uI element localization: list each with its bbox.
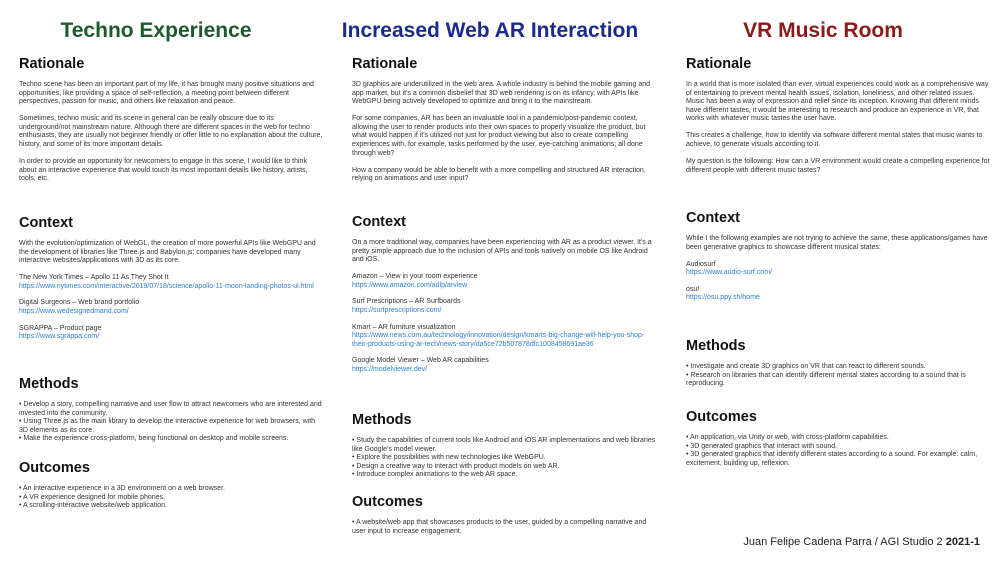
reference-name: Surf Prescriptions – AR Surfboards bbox=[352, 298, 461, 306]
bullet-list bbox=[19, 485, 325, 511]
outcomes-section bbox=[686, 409, 992, 468]
reference-item bbox=[19, 274, 325, 291]
context-section bbox=[686, 210, 992, 311]
section-heading: Methods bbox=[686, 338, 746, 354]
bullet-list bbox=[352, 437, 658, 480]
section-heading: Methods bbox=[352, 412, 412, 428]
paragraph: While I the following examples are not trying to achieve the same, these applications/games have been generative graphics to showcase different musical states: bbox=[686, 235, 988, 251]
column-title: Increased Web AR Interaction bbox=[341, 19, 639, 42]
rationale-section bbox=[686, 56, 992, 184]
reference-link[interactable]: https://surfprescriptions.com/ bbox=[352, 307, 442, 315]
outcomes-section bbox=[19, 460, 325, 511]
reference-name: Audiosurf bbox=[686, 260, 716, 268]
paragraph: Sometimes, techno music and its scene in general can be really obscure due to its underground/not mainstream nature. Although there are different spaces in the web for techno enthusiasts, they are usually not beginner friendly or offer little to no explanation about the culture, history, and some of its more important details. bbox=[19, 115, 323, 149]
section-heading: Outcomes bbox=[686, 409, 757, 425]
paragraph: Techno scene has been an important part of my life, it has brought many positive situations and opportunities, like providing a space of self-reflection, a meeting point between different perspectives, passion for music, and others like relaxation and peace. bbox=[19, 81, 314, 106]
section-heading: Rationale bbox=[686, 56, 752, 72]
section-heading: Outcomes bbox=[352, 494, 423, 510]
methods-section bbox=[19, 376, 325, 444]
section-heading: Outcomes bbox=[19, 460, 90, 476]
reference-link[interactable]: https://www.amazon.com/adlp/arview bbox=[352, 281, 468, 289]
list-item: • An application, via Unity or web, with cross-platform capabilities. bbox=[686, 434, 889, 441]
reference-link[interactable]: https://osu.ppy.sh/home bbox=[686, 294, 760, 302]
reference-link[interactable]: https://www.nytimes.com/interactive/2019/07/18/science/apollo-11-moon-landing-photos-ul.html bbox=[19, 282, 314, 290]
reference-link[interactable]: https://www.sgrappa.com/ bbox=[19, 333, 100, 341]
list-item: • Design a creative way to interact with product models on web AR. bbox=[352, 462, 560, 470]
reference-link[interactable]: https://www.news.com.au/technology/innovation/design/kmarts-big-change-will-help-you-shop-their-products-using-ar-tech/news-story/da5ce72b507878dfc1008458691ae36 bbox=[352, 332, 645, 348]
section-heading: Context bbox=[686, 210, 740, 226]
list-item: • A VR experience designed for mobile phones. bbox=[19, 493, 166, 501]
list-item: • Introduce complex animations to the web AR space. bbox=[352, 471, 518, 479]
rationale-section bbox=[352, 56, 658, 192]
section-heading: Rationale bbox=[352, 56, 418, 72]
reference-item bbox=[19, 299, 325, 316]
list-item: • A website/web app that showcases products to the user, guided by a compelling narrative and user input to increase engagement. bbox=[352, 519, 647, 535]
reference-link[interactable]: https://www.audio-surf.com/ bbox=[686, 269, 772, 277]
section-heading: Context bbox=[352, 214, 406, 230]
reference-item bbox=[352, 298, 658, 315]
bullet-list bbox=[686, 434, 992, 468]
paragraph: For some companies, AR has been an invaluable tool in a pandemic/post-pandemic context, allowing the user to render products into their own spaces to properly visualize the product, but what would happen if it's utilized not just for product viewing but also to create compelling experiences with, for example, tasks performed by the user, eye-catching animations; all done through web? bbox=[352, 115, 646, 157]
paragraph: My question is the following: How can a VR environment would create a compelling experience for different people with different music tastes? bbox=[686, 158, 990, 174]
list-item: • Research on libraries that can identify different mental states according to a sound that is reproducing. bbox=[686, 371, 966, 388]
paragraph: In a world that is more isolated than ever, virtual experiences could work as a comprehensive way of entertaining to prevent mental health issues, isolation, loneliness, and other related issues. Music has been a way of expression and relief since its inception. Knowing that different minds have different tastes, it would be interesting to research and produce an experience in VR, that works with whatever music tastes the user have. bbox=[686, 81, 989, 123]
bullet-list bbox=[352, 519, 658, 536]
column-title: VR Music Room bbox=[743, 19, 903, 42]
list-item: • 3D generated graphics that identify different states according to a sound. For example: calm, excitement, building up, reflexion. bbox=[686, 451, 978, 467]
list-item: • Explore the possibilities with new technologies like WebGPU. bbox=[352, 454, 546, 462]
footer-author: Juan Felipe Cadena Parra / AGI Studio 2 bbox=[743, 536, 943, 548]
reference-item bbox=[352, 357, 658, 374]
section-heading: Rationale bbox=[19, 56, 85, 72]
methods-section bbox=[352, 412, 658, 480]
section-heading: Context bbox=[19, 215, 73, 231]
footer-year: 2021-1 bbox=[945, 536, 980, 548]
reference-name: SGRAPPA – Product page bbox=[19, 324, 102, 332]
footer-credit bbox=[743, 536, 980, 548]
reference-name: Digital Surgeons – Web brand portfolio bbox=[19, 299, 140, 307]
list-item: • Study the capabilities of current tools like Android and iOS AR implementations and web libraries like Google's model viewer. bbox=[352, 437, 656, 453]
rationale-section bbox=[19, 56, 325, 192]
reference-item bbox=[19, 325, 325, 342]
list-item: • A scrolling-interactive website/web application. bbox=[19, 502, 167, 510]
paragraph: With the evolution/optimization of WebGL, the creation of more powerful APIs like WebGPU and the development of libraries like Three.js and Babylon.js; companies have developed many interactive websites/applications with 3D as its core. bbox=[19, 240, 316, 265]
list-item: • 3D generated graphics that interact with sound. bbox=[686, 442, 838, 450]
paragraph: 3D graphics are underutilized in the web area. A whole industry is behind the mobile gaming and app market, but it's a common disbelief that 3D web rendering is on its infancy, with APIs like WebGPU being actively developed to optimize and bring it to the mainstream. bbox=[352, 81, 651, 106]
context-section bbox=[352, 214, 658, 383]
list-item: • Investigate and create 3D graphics on VR that can react to different sounds. bbox=[686, 363, 926, 370]
reference-name: Kmart – AR furniture visualization bbox=[352, 323, 456, 331]
paragraph: In order to provide an opportunity for newcomers to engage in this scene, I would like to think about an interactive experience that would touch its most important details like history, artists, tools, etc. bbox=[19, 158, 308, 183]
outcomes-section bbox=[352, 494, 658, 536]
column-title: Techno Experience bbox=[60, 19, 252, 42]
reference-name: Google Model Viewer – Web AR capabilities bbox=[352, 357, 489, 365]
reference-item bbox=[352, 324, 658, 350]
list-item: • Develop a story, compelling narrative and user flow to attract newcomers who are interested and invested into the community. bbox=[19, 401, 322, 417]
reference-item bbox=[686, 286, 992, 303]
reference-link[interactable]: https://modelviewer.dev/ bbox=[352, 366, 428, 374]
bullet-list bbox=[19, 401, 325, 444]
reference-name: osu! bbox=[686, 285, 700, 293]
reference-item bbox=[686, 261, 992, 278]
list-item: • Make the experience cross-platform, being functional on desktop and mobile screens. bbox=[19, 435, 289, 443]
methods-section bbox=[686, 338, 992, 389]
context-section bbox=[19, 215, 325, 350]
paragraph: On a more traditional way, companies have been experiencing with AR as a product viewer. It's a pretty simple approach due to the inclusion of APIs and tools natively on mobile OS like Android and iOS. bbox=[352, 239, 652, 264]
section-heading: Methods bbox=[19, 376, 79, 392]
reference-link[interactable]: https://www.wedesignedmand.com/ bbox=[19, 308, 129, 316]
reference-name: The New York Times – Apollo 11 As They Shot It bbox=[19, 274, 169, 282]
reference-name: Amazon – View in your room experience bbox=[352, 273, 478, 281]
paragraph: How a company would be able to benefit with a more compelling and structured AR interaction, relying on animations and user input? bbox=[352, 166, 646, 183]
list-item: • An interactive experience in a 3D environment on a web browser. bbox=[19, 485, 225, 492]
bullet-list bbox=[686, 363, 992, 389]
reference-item bbox=[352, 273, 658, 290]
list-item: • Using Three.js as the main library to develop the interactive experience for web browsers, with 3D elements as its core. bbox=[19, 418, 316, 434]
paragraph: This creates a challenge, how to identify via software different mental states that music wants to achieve, to generate visuals according to it. bbox=[686, 132, 983, 149]
